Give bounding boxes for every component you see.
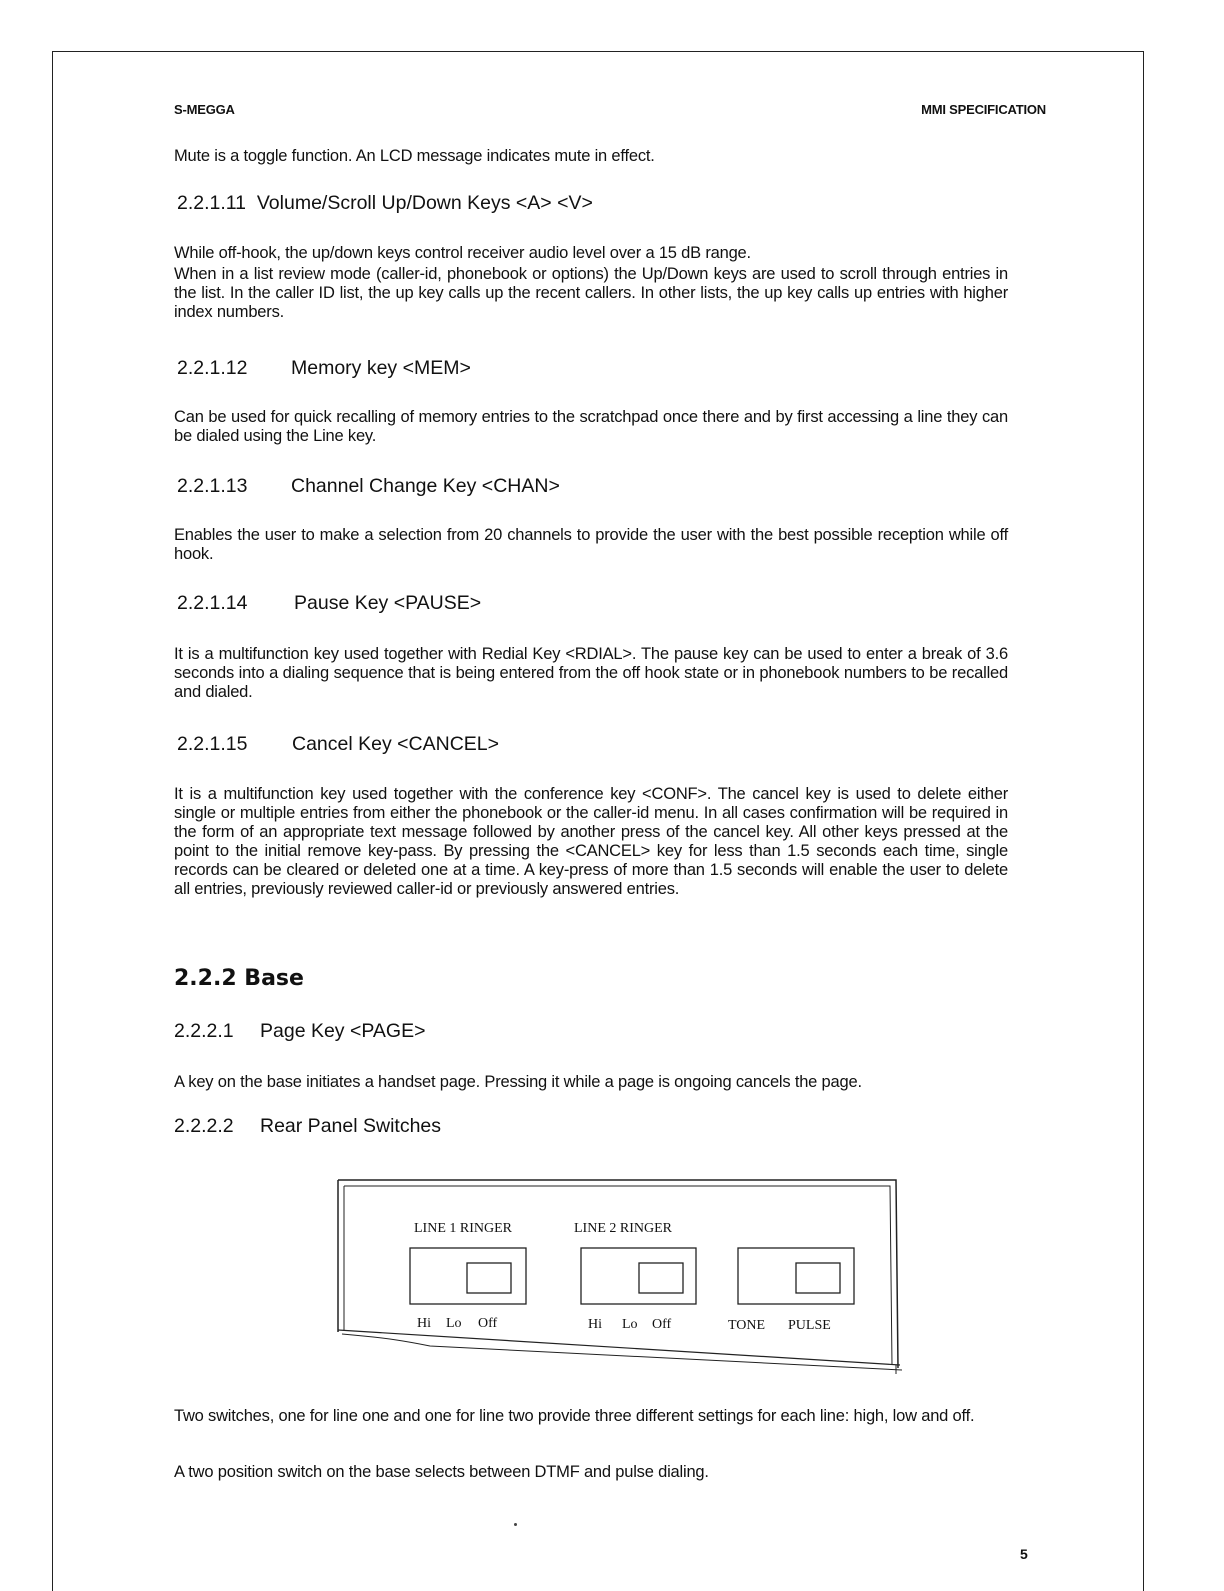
intro-paragraph: Mute is a toggle function. An LCD message indicates mute in effect. bbox=[174, 147, 655, 165]
section-title: Volume/Scroll Up/Down Keys <A> <V> bbox=[256, 192, 593, 214]
line1-hi-label: Hi bbox=[417, 1316, 431, 1331]
line1-ringer-switch bbox=[410, 1248, 526, 1304]
section-heading-2-2-1-13 bbox=[177, 475, 560, 498]
section-number: 2.2.1.15 bbox=[177, 733, 248, 755]
line2-lo-label: Lo bbox=[622, 1317, 638, 1332]
line2-hi-label: Hi bbox=[588, 1317, 602, 1332]
section-heading-2-2-1-15 bbox=[177, 733, 499, 756]
section-number: 2.2.1.14 bbox=[177, 592, 248, 614]
line2-ringer-label: LINE 2 RINGER bbox=[574, 1221, 672, 1236]
section-heading-2-2-2-2 bbox=[174, 1115, 441, 1138]
scan-speck bbox=[514, 1523, 517, 1526]
section-body-pause: It is a multifunction key used together with Redial Key <RDIAL>. The pause key can be used to enter a break of 3.6 seconds into a dialing sequence that is being entered from the off hook state or in phonebook numbers to be recalled and dialed. bbox=[174, 645, 1008, 701]
page-frame-right bbox=[1143, 51, 1144, 1591]
line1-lo-label: Lo bbox=[446, 1316, 462, 1331]
header-doc-title: MMI SPECIFICATION bbox=[921, 102, 1046, 117]
page-frame-left bbox=[52, 51, 53, 1591]
section-number: 2.2.2.2 bbox=[174, 1115, 234, 1137]
section-number: 2.2.1.13 bbox=[177, 475, 248, 497]
section-title: Page Key <PAGE> bbox=[260, 1020, 426, 1042]
section-body-volume-2: When in a list review mode (caller-id, phonebook or options) the Up/Down keys are used to scroll through entries in the list. In the caller ID list, the up key calls up the recent callers. In other lists, the up key calls up entries with higher index numbers. bbox=[174, 265, 1008, 321]
section-body-channel: Enables the user to make a selection from 20 channels to provide the user with the best possible reception while off hook. bbox=[174, 526, 1008, 563]
tone-label: TONE bbox=[728, 1318, 766, 1333]
section-title: Memory key <MEM> bbox=[291, 357, 471, 379]
header-doc-name: S-MEGGA bbox=[174, 102, 235, 117]
section-body-rear-2: A two position switch on the base selects between DTMF and pulse dialing. bbox=[174, 1463, 709, 1481]
pulse-label: PULSE bbox=[788, 1318, 831, 1333]
section-heading-2-2-2-1 bbox=[174, 1020, 426, 1043]
section-heading-2-2-1-12 bbox=[177, 357, 471, 380]
section-heading-2-2-1-11 bbox=[177, 192, 593, 215]
section-body-page-key: A key on the base initiates a handset page. Pressing it while a page is ongoing cancels the page. bbox=[174, 1073, 862, 1091]
section-body-rear-1: Two switches, one for line one and one for line two provide three different settings for each line: high, low and off. bbox=[174, 1407, 975, 1425]
section-number: 2.2.1.11 bbox=[177, 192, 247, 214]
page-frame-top bbox=[52, 51, 1144, 52]
section-title: Channel Change Key <CHAN> bbox=[291, 475, 560, 497]
section-heading-base: 2.2.2 Base bbox=[174, 966, 304, 991]
section-title: Cancel Key <CANCEL> bbox=[292, 733, 500, 755]
line1-off-label: Off bbox=[478, 1316, 498, 1331]
section-body-cancel: It is a multifunction key used together with the conference key <CONF>. The cancel key is used to delete either single or multiple entries from either the phonebook or the caller-id menu. In all cases confirmation will be required in the form of an appropriate text message followed by another press of the cancel key. All other keys pressed at the point to the initial remove key-pass. By pressing the <CANCEL> key for less than 1.5 seconds each time, single records can be cleared or deleted one at a time. A key-press of more than 1.5 seconds will enable the user to delete all entries, previously reviewed caller-id or previously answered entries. bbox=[174, 785, 1008, 898]
section-title: Rear Panel Switches bbox=[260, 1115, 442, 1137]
line2-switch-knob bbox=[639, 1263, 683, 1293]
section-body-memory: Can be used for quick recalling of memory entries to the scratchpad once there and by first accessing a line they can be dialed using the Line key. bbox=[174, 408, 1008, 445]
section-number: 2.2.1.12 bbox=[177, 357, 248, 379]
dial-mode-switch-knob bbox=[796, 1263, 840, 1293]
section-body-volume-1: While off-hook, the up/down keys control receiver audio level over a 15 dB range. bbox=[174, 244, 751, 262]
page-number: 5 bbox=[1020, 1546, 1028, 1562]
line1-ringer-label: LINE 1 RINGER bbox=[414, 1221, 512, 1236]
section-heading-2-2-1-14 bbox=[177, 592, 481, 615]
line1-switch-knob bbox=[467, 1263, 511, 1293]
section-number: 2.2.2.1 bbox=[174, 1020, 234, 1042]
line2-off-label: Off bbox=[652, 1317, 672, 1332]
section-title: Pause Key <PAUSE> bbox=[294, 592, 482, 614]
rear-panel-diagram bbox=[330, 1172, 914, 1384]
